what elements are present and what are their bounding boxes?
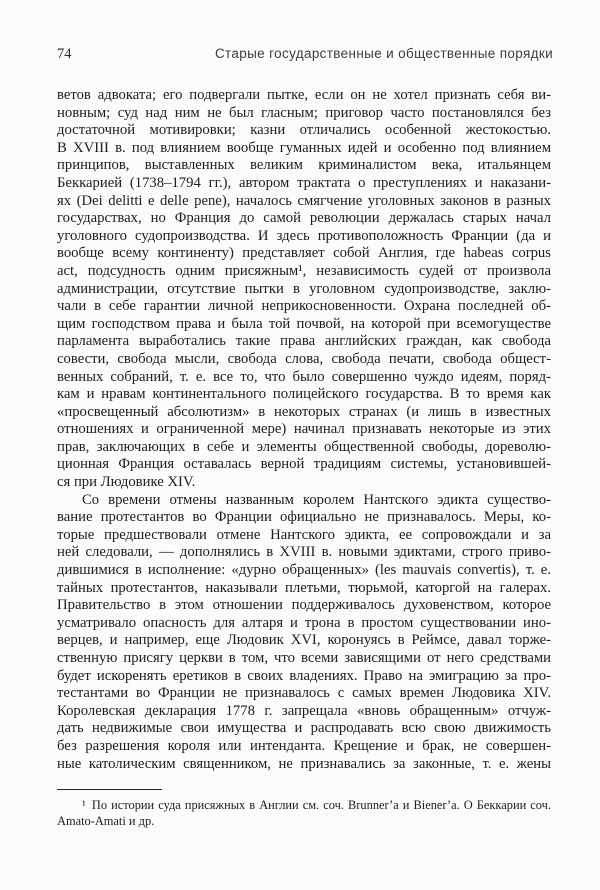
- text-line: усматривало опасность для алтаря и трона в простом существовании ино-: [57, 614, 551, 631]
- text-line: венных собраний, т. е. все то, что было совершенно чуждо идеям, поряд-: [57, 368, 551, 385]
- footnote: [57, 797, 551, 829]
- text-line: без разрешения короля или интенданта. Крещение и брак, не совершен-: [57, 737, 551, 754]
- text-line: дившимися в исполнение: «дурно обращенных» (les mauvais convertis), т. е.: [57, 562, 551, 579]
- text-line: ветов адвоката; его подвергали пытке, если он не хотел признать себя ви-: [57, 87, 551, 103]
- text-line: кам и нравам континентального полицейского государства. В то время как: [57, 386, 551, 403]
- text-line: тайных протестантов, наказывали плетьми, тюрьмой, каторгой на галерах.: [57, 579, 551, 596]
- text-line: прав, заключающих в себе и элементы общественной свободы, дореволю-: [57, 438, 551, 455]
- text-line: тестантами во Франции не признавалось с самых времен Людовика XIV.: [57, 685, 551, 702]
- text-line: ней следовали, — дополнялись в XVIII в. новыми эдиктами, строго приво-: [57, 544, 551, 561]
- text-line: ственную присягу церкви в том, что всеми зависящими от него средствами: [57, 650, 551, 666]
- text-line: дать недвижимые свои имущества и распродавать всю свою движимость: [57, 720, 551, 737]
- text-line: администрации, отсутствие пытки в уголовном судопроизводстве, заклю-: [57, 280, 551, 297]
- footnote-area: [57, 789, 551, 829]
- footnote-separator-rule: [57, 789, 162, 790]
- paragraph-second: [57, 492, 551, 774]
- text-line: ные католическим священником, не признавались за законные, т. е. жены: [57, 755, 551, 772]
- text-line: Королевская декларация 1778 г. запрещала «вновь обращенным» отчуж-: [57, 702, 551, 719]
- paragraph-continuation: [57, 87, 551, 492]
- text-line: будет искоренять еретиков в своих владениях. Право на эмиграцию за про-: [57, 667, 551, 684]
- text-line: «просвещенный абсолютизм» в некоторых странах (и лишь в известных: [57, 403, 551, 420]
- text-line: В XVIII в. под влиянием вообще гуманных идей и особенно под влиянием: [57, 139, 551, 156]
- text-line: уголовного судопроизводства. И здесь противоположность Франции (да и: [57, 227, 551, 244]
- text-line: щим господством права и была той почвой, на которой при всемогуществе: [57, 315, 551, 332]
- text-line: вание протестантов во Франции официально не признавалось. Меры, ко-: [57, 509, 551, 526]
- text-line: верцев, и например, еще Людовик XVI, коронуясь в Реймсе, давал торже-: [57, 632, 551, 649]
- footnote-line: ¹ По истории суда присяжных в Англии см. соч. Brunner’a и Biener’a. О Беккарии соч.: [82, 798, 551, 812]
- text-line: act, подсудность одним присяжным¹, независимость судей от произвола: [57, 262, 551, 279]
- text-line: новным; суд над ним не был гласным; приговор часто постановлялся без: [57, 104, 551, 121]
- text-line: ях (Dei delitti e delle pene), началось смягчение уголовных законов в разных: [57, 192, 551, 209]
- text-line: совести, свобода мысли, свобода слова, свобода печати, свобода общест-: [57, 350, 551, 367]
- text-line: торые предшествовали отмене Нантского эдикта, ее сопровождали и за: [57, 526, 551, 543]
- text-line: Со времени отмены названным королем Нантского эдикта существо-: [82, 491, 551, 508]
- text-line: Правительство в этом отношении поддерживалось духовенством, которое: [57, 597, 551, 614]
- text-line: парламента выработались такие права английских граждан, как свобода: [57, 333, 551, 350]
- footnote-line: Amato-Amati и др.: [57, 814, 155, 829]
- text-line: отношениях и ограниченной мере) начинал признавать некоторые из этих: [57, 421, 551, 438]
- text-line: принципов, выставленных великим криминалистом века, итальянцем: [57, 157, 551, 174]
- text-line: ся при Людовике XIV.: [57, 474, 196, 491]
- page-number: 74: [57, 46, 72, 62]
- text-line: достаточной мотивировки; казни отличались особенной жестокостью.: [57, 122, 551, 139]
- body-text: [57, 87, 551, 773]
- page-header: [57, 46, 553, 63]
- text-line: государствах, но Франция до самой революции держалась старых начал: [57, 210, 551, 227]
- running-head: Старые государственные и общественные порядки: [214, 46, 553, 61]
- text-line: Беккарией (1738–1794 гг.), автором трактата о преступлениях и наказани-: [57, 174, 551, 191]
- text-line: ционная Франция оставалась верной традициям системы, установившей-: [57, 456, 551, 473]
- text-line: чали в себе гарантии личной неприкосновенности. Охрана последней об-: [57, 298, 551, 315]
- text-line: вообще всему континенту) представляет собой Англия, где habeas corpus: [57, 245, 551, 262]
